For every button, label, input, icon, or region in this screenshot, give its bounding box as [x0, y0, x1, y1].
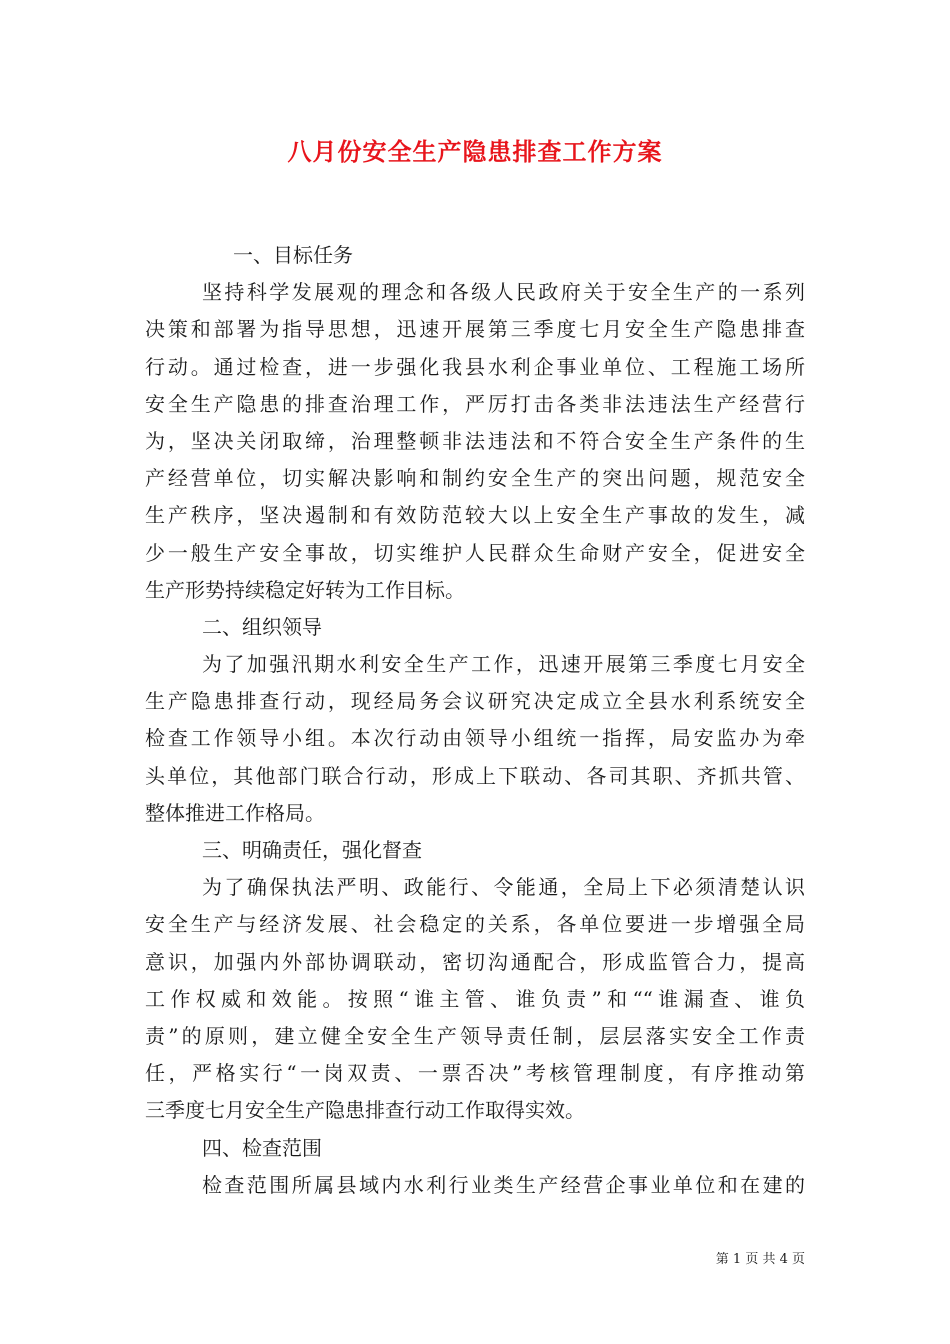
- document-title: 八月份安全生产隐患排查工作方案: [287, 137, 663, 166]
- paragraph-line: 生产秩序，坚决遏制和有效防范较大以上安全生产事故的发生，减: [145, 503, 805, 528]
- paragraph-line: 坚持科学发展观的理念和各级人民政府关于安全生产的一系列: [202, 280, 805, 305]
- paragraph-line: 责”的原则，建立健全安全生产领导责任制，层层落实安全工作责: [145, 1023, 805, 1048]
- paragraph-line: 为，坚决关闭取缔，治理整顿非法违法和不符合安全生产条件的生: [145, 428, 805, 453]
- section: [145, 832, 805, 1130]
- section-heading: 一、目标任务: [233, 243, 353, 267]
- section-heading: 三、明确责任，强化督查: [202, 838, 422, 862]
- section-heading: 二、组织领导: [202, 614, 322, 639]
- paragraph-line: 安全生产与经济发展、社会稳定的关系，各单位要进一步增强全局: [145, 912, 805, 937]
- section-heading: 四、检查范围: [202, 1135, 322, 1160]
- paragraph-line: 生产隐患排查行动，现经局务会议研究决定成立全县水利系统安全: [145, 689, 805, 714]
- paragraph-line: 检查工作领导小组。本次行动由领导小组统一指挥，局安监办为牵: [145, 726, 805, 751]
- document-body: [145, 237, 805, 1204]
- paragraph-line: 产经营单位，切实解决影响和制约安全生产的突出问题，规范安全: [145, 466, 805, 491]
- section: [145, 1130, 805, 1204]
- paragraph-line: 意识，加强内外部协调联动，密切沟通配合，形成监管合力，提高: [145, 949, 805, 974]
- paragraph-line: 少一般生产安全事故，切实维护人民群众生命财产安全，促进安全: [145, 540, 805, 565]
- page-number: 第 1 页 共 4 页: [715, 1252, 805, 1267]
- section: [145, 609, 805, 832]
- paragraph-line: 头单位，其他部门联合行动，形成上下联动、各司其职、齐抓共管、: [145, 763, 805, 788]
- paragraph-line: 为了确保执法严明、政能行、令能通，全局上下必须清楚认识: [202, 875, 805, 900]
- paragraph-line: 为了加强汛期水利安全生产工作，迅速开展第三季度七月安全: [202, 652, 805, 677]
- paragraph-line: 安全生产隐患的排查治理工作，严厉打击各类非法违法生产经营行: [145, 391, 805, 416]
- paragraph-line: 工作权威和效能。按照“谁主管、谁负责”和““谁漏查、谁负: [145, 986, 805, 1011]
- paragraph-line: 整体推进工作格局。: [145, 800, 325, 825]
- paragraph-line: 行动。通过检查，进一步强化我县水利企事业单位、工程施工场所: [145, 354, 805, 379]
- paragraph-line: 检查范围所属县域内水利行业类生产经营企事业单位和在建的: [202, 1172, 805, 1197]
- paragraph-line: 决策和部署为指导思想，迅速开展第三季度七月安全生产隐患排查: [145, 317, 805, 342]
- section: [145, 237, 805, 609]
- paragraph-line: 任，严格实行“一岗双责、一票否决”考核管理制度，有序推动第: [145, 1061, 805, 1086]
- paragraph-line: 生产形势持续稳定好转为工作目标。: [145, 577, 465, 602]
- paragraph-line: 三季度七月安全生产隐患排查行动工作取得实效。: [145, 1098, 585, 1123]
